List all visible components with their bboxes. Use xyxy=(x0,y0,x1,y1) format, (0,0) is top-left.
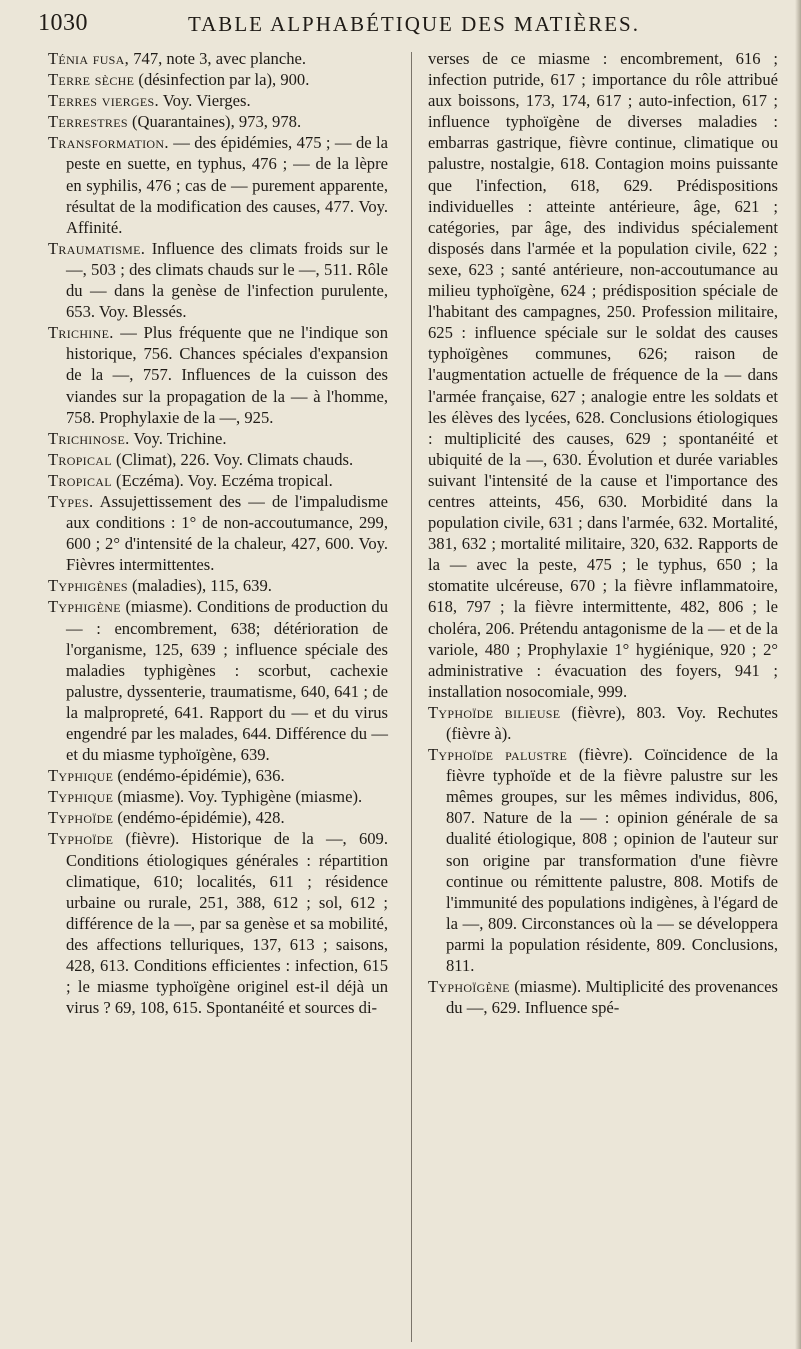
entry-text: (Quarantaines), 973, 978. xyxy=(127,112,302,132)
entry-heading: Tropical xyxy=(48,470,112,490)
entry-heading: Typhique xyxy=(48,787,114,807)
page-header xyxy=(38,6,781,38)
entry-text: — Plus fréquente que ne l'indique son historique, 756. Chances spéciales d'expansion de la —, 757. Influences de la cuisson des viandes sur la propagation de la — à l'homme, 758. Prophylaxie de la —, 925. xyxy=(66,323,388,427)
index-entry xyxy=(428,976,778,1018)
entry-heading: Typhigène xyxy=(48,597,121,617)
page-edge-shadow xyxy=(795,0,801,1349)
entry-text: (Climat), 226. Voy. Climats chauds. xyxy=(111,449,354,469)
index-entry xyxy=(48,238,388,322)
index-entry xyxy=(48,322,388,427)
entry-heading: Trichine. xyxy=(48,323,114,343)
entry-heading: Typhoïgène xyxy=(428,977,510,997)
entry-heading: Typhoïde palustre xyxy=(428,745,568,765)
entry-text: (désinfection par la), 900. xyxy=(134,70,310,90)
column-divider xyxy=(411,52,412,1342)
left-column xyxy=(48,48,388,1018)
index-entry xyxy=(48,491,388,575)
index-entry xyxy=(428,744,778,976)
entry-heading: Trichinose. xyxy=(48,428,130,448)
entry-heading: Tropical xyxy=(48,449,112,469)
index-entry xyxy=(48,48,388,69)
entry-text: (endémo-épidémie), 636. xyxy=(113,766,285,786)
entry-heading: Terrestres xyxy=(48,112,128,132)
entry-heading: Typhoïde bilieuse xyxy=(428,702,561,722)
entry-heading: Traumatisme. xyxy=(48,238,146,258)
right-column xyxy=(428,48,778,1018)
index-entry xyxy=(48,470,388,491)
entry-text: Voy. Vierges. xyxy=(158,91,251,111)
entry-heading: Typhoïde xyxy=(48,829,114,849)
entry-text: (miasme). Multiplicité des provenances du —, 629. Influence spé- xyxy=(446,977,778,1018)
entry-heading: Terres vierges. xyxy=(48,91,159,111)
entry-text: verses de ce miasme : encombrement, 616 ; infection putride, 617 ; importance du rôle attribué aux boissons, 173, 174, 617 ; auto-infection, 617 ; influence typhoïgène de diverses maladies : embarras gastrique, fièvre continue, climatique ou palustre, nostalgie, 618. Contagion moins puissante que l'infection, 618, 629. Prédispositions individuelles : atteinte antérieure, âge, 621 ; catégories, par âge, des individus spécialement disposés dans l'armée et la population civile, 622 ; sexe, 623 ; santé antérieure, non-accoutumance au milieu typhoïgène, 624 ; prédisposition spéciale de l'habitant des campagnes, 250. Profession militaire, 625 : influence spéciale sur le soldat des causes typhoïgènes communes, 626; raison de l'augmentation actuelle de fréquence de la — dans l'armée française, 627 ; analogie entre les soldats et les élèves des lycées, 628. Conclusions étiologiques : multiplicité des causes, 629 ; spontanéité et ubiquité de la —, 630. Évolution et durée variables suivant l'intensité de la cause et l'importance des centres atteints, 456, 630. Morbidité dans la population civile, 631 ; dans l'armée, 632. Mortalité, 381, 632 ; mortalité militaire, 320, 632. Rapports de la — avec la peste, 475 ; le typhus, 650 ; la stomatite ulcéreuse, 670 ; la fièvre inflammatoire, 618, 797 ; la fièvre intermittente, 482, 806 ; le choléra, 206. Prétendu antagonisme de la — et de la variole, 480 ; Prophylaxie 1° hygiénique, 920 ; 2° administrative : évacuation des foyers, 941 ; installation nosocomiale, 999. xyxy=(428,49,778,701)
index-entry xyxy=(428,702,778,744)
index-entry xyxy=(428,48,778,702)
index-entry xyxy=(48,449,388,470)
page-number: 1030 xyxy=(38,10,88,36)
index-entry xyxy=(48,765,388,786)
two-column-index xyxy=(48,48,778,1338)
entry-text: 747, note 3, avec planche. xyxy=(129,49,307,68)
entry-text: — des épidémies, 475 ; — de la peste en suette, en typhus, 476 ; — de la lèpre en syphilis, 476 ; cas de — purement apparente, résultat de la modification des causes, 477. Voy. Affinité. xyxy=(66,133,388,237)
entry-text: Assujettissement des — de l'impaludisme aux conditions : 1° de non-accoutumance, 299, 600 ; 2° d'intensité de la chaleur, 427, 600. Voy. Fièvres intermittentes. xyxy=(66,491,388,575)
entry-text: (fièvre). Coïncidence de la fièvre typhoïde et de la fièvre palustre sur les mêmes groupes, sur les mêmes individus, 806, 807. Nature de la — : opinion générale de sa dualité étiologique, 808 ; opinion de l'auteur sur son origine par transformation d'une fièvre continue ou rémittente palustre, 808. Motifs de l'immunité des populations indigènes, à l'égard de la —, 809. Circonstances où la — se développera parmi la population résidente, 809. Conclusions, 811. xyxy=(446,745,779,976)
entry-text: (maladies), 115, 639. xyxy=(127,576,272,596)
entry-heading: Typhoïde xyxy=(48,808,114,828)
entry-heading: Typhigènes xyxy=(48,576,128,596)
index-entry xyxy=(48,807,388,828)
entry-text: (Eczéma). Voy. Eczéma tropical. xyxy=(111,470,333,490)
entry-heading: Typhique xyxy=(48,766,114,786)
entry-text: (fièvre), 803. Voy. Rechutes (fièvre à). xyxy=(446,702,778,743)
entry-text: (fièvre). Historique de la —, 609. Conditions étiologiques générales : répartition climatique, 610; localités, 611 ; résidence urbaine ou rurale, 251, 388, 612 ; sol, 612 ; différence de la —, par sa genèse et sa mobilité, des affections telluriques, 137, 613 ; saisons, 428, 613. Conditions efficientes : infection, 615 ; le miasme typhoïgène originel est-il déjà un virus ? 69, 108, 615. Spontanéité et sources di- xyxy=(66,829,388,1018)
index-entry xyxy=(48,90,388,111)
index-entry xyxy=(48,111,388,132)
entry-heading: Terre sèche xyxy=(48,70,135,90)
index-entry xyxy=(48,69,388,90)
entry-text: (miasme). Voy. Typhigène (miasme). xyxy=(113,787,363,807)
index-entry xyxy=(48,596,388,765)
index-entry xyxy=(48,786,388,807)
entry-text: (miasme). Conditions de production du — : encombrement, 638; détérioration de l'organisme, 125, 639 ; influence spéciale des maladies typhigènes : scorbut, cachexie palustre, dyssenterie, traumatisme, 640, 641 ; de la malpropreté, 641. Rapport du — et du virus engendré par les malades, 644. Différence du — et du miasme typhoïgène, 639. xyxy=(66,597,388,765)
running-title: TABLE ALPHABÉTIQUE DES MATIÈRES. xyxy=(188,12,640,36)
entry-text: Influence des climats froids sur le —, 503 ; des climats chauds sur le —, 511. Rôle du — dans la genèse de l'infection purulente, 653. Voy. Blessés. xyxy=(66,238,388,322)
entry-text: Voy. Trichine. xyxy=(129,428,227,448)
index-entry xyxy=(48,828,388,1018)
index-entry xyxy=(48,132,388,237)
entry-heading: Types. xyxy=(48,491,94,511)
entry-heading: Transformation. xyxy=(48,133,169,153)
entry-heading: Ténia fusa, xyxy=(48,49,130,68)
entry-text: (endémo-épidémie), 428. xyxy=(113,808,285,828)
index-entry xyxy=(48,575,388,596)
index-entry xyxy=(48,428,388,449)
